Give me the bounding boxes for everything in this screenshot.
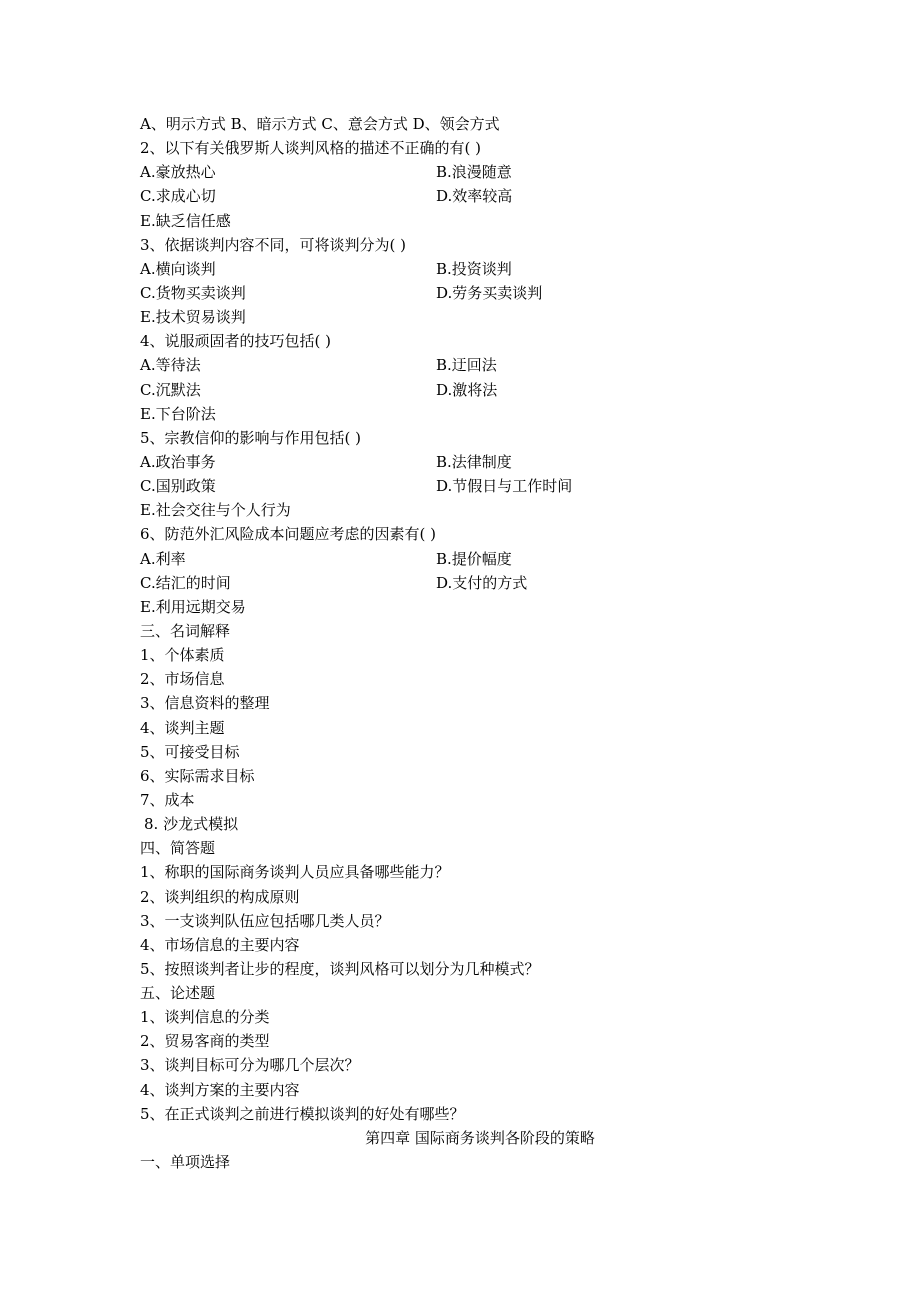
option-a: A.等待法 [140,356,201,375]
option-e: E.技术贸易谈判 [140,308,246,327]
list-item: 5、可接受目标 [140,742,240,761]
option-d: D.效率较高 [436,187,513,206]
question-text: 2、以下有关俄罗斯人谈判风格的描述不正确的有( ) [140,139,482,158]
option-d: D.劳务买卖谈判 [436,283,543,302]
option-d: D.支付的方式 [436,573,528,592]
list-item: 1、称职的国际商务谈判人员应具备哪些能力？ [140,863,450,882]
option-row [140,547,800,571]
option-e: E.缺乏信任感 [140,211,231,230]
list-item: 7、成本 [140,790,195,809]
list-item: 2、市场信息 [140,670,225,689]
list-item: 3、信息资料的整理 [140,694,270,713]
option-e: E.社会交往与个人行为 [140,501,291,520]
option-b: B.迂回法 [436,356,497,375]
list-item: 5、按照谈判者让步的程度，谈判风格可以划分为几种模式？ [140,959,540,978]
list-item: 8. 沙龙式模拟 [144,815,239,834]
option-row [140,281,800,305]
question-text: 5、宗教信仰的影响与作用包括( ) [140,428,362,447]
option-b: B.提价幅度 [436,549,512,568]
option-b: B.浪漫随意 [436,163,512,182]
question-text: 4、说服顽固者的技巧包括( ) [140,332,332,351]
chapter-title: 第四章 国际商务谈判各阶段的策略 [365,1128,595,1147]
option-d: D.激将法 [436,380,498,399]
section-heading: 三、名词解释 [140,621,231,640]
question-text: 6、防范外汇风险成本问题应考虑的因素有( ) [140,525,437,544]
option-d: D.节假日与工作时间 [436,477,573,496]
list-item: 4、市场信息的主要内容 [140,935,300,954]
option-c: C.货物买卖谈判 [140,283,246,302]
option-c: C.沉默法 [140,380,201,399]
document-page [140,112,800,1174]
option-a: A.政治事务 [140,452,216,471]
option-b: B.投资谈判 [436,259,512,278]
option-e: E.利用远期交易 [140,597,246,616]
list-item: 2、贸易客商的类型 [140,1032,270,1051]
list-item: 1、个体素质 [140,646,225,665]
option-row [140,257,800,281]
option-a: A.豪放热心 [140,163,216,182]
list-item: 2、谈判组织的构成原则 [140,887,300,906]
list-item: 5、在正式谈判之前进行模拟谈判的好处有哪些？ [140,1104,465,1123]
option-c: C.求成心切 [140,187,216,206]
option-row [140,450,800,474]
list-item: 6、实际需求目标 [140,766,255,785]
option-c: C.结汇的时间 [140,573,231,592]
option-row [140,474,800,498]
section-heading: 五、论述题 [140,984,216,1003]
option-row [140,353,800,377]
section-heading: 一、单项选择 [140,1153,231,1172]
q1-options: A、明示方式 B、暗示方式 C、意会方式 D、领会方式 [140,115,500,133]
option-a: A.利率 [140,549,186,568]
option-row [140,571,800,595]
option-a: A.横向谈判 [140,259,216,278]
list-item: 3、谈判目标可分为哪几个层次？ [140,1056,360,1075]
option-e: E.下台阶法 [140,404,216,423]
list-item: 3、一支谈判队伍应包括哪几类人员？ [140,911,390,930]
option-b: B.法律制度 [436,452,512,471]
list-item: 4、谈判主题 [140,718,225,737]
option-c: C.国别政策 [140,477,216,496]
question-text: 3、依据谈判内容不同，可将谈判分为( ) [140,235,407,254]
option-row [140,184,800,208]
list-item: 1、谈判信息的分类 [140,1008,270,1027]
option-row [140,378,800,402]
option-row [140,160,800,184]
list-item: 4、谈判方案的主要内容 [140,1080,300,1099]
section-heading: 四、简答题 [140,839,216,858]
